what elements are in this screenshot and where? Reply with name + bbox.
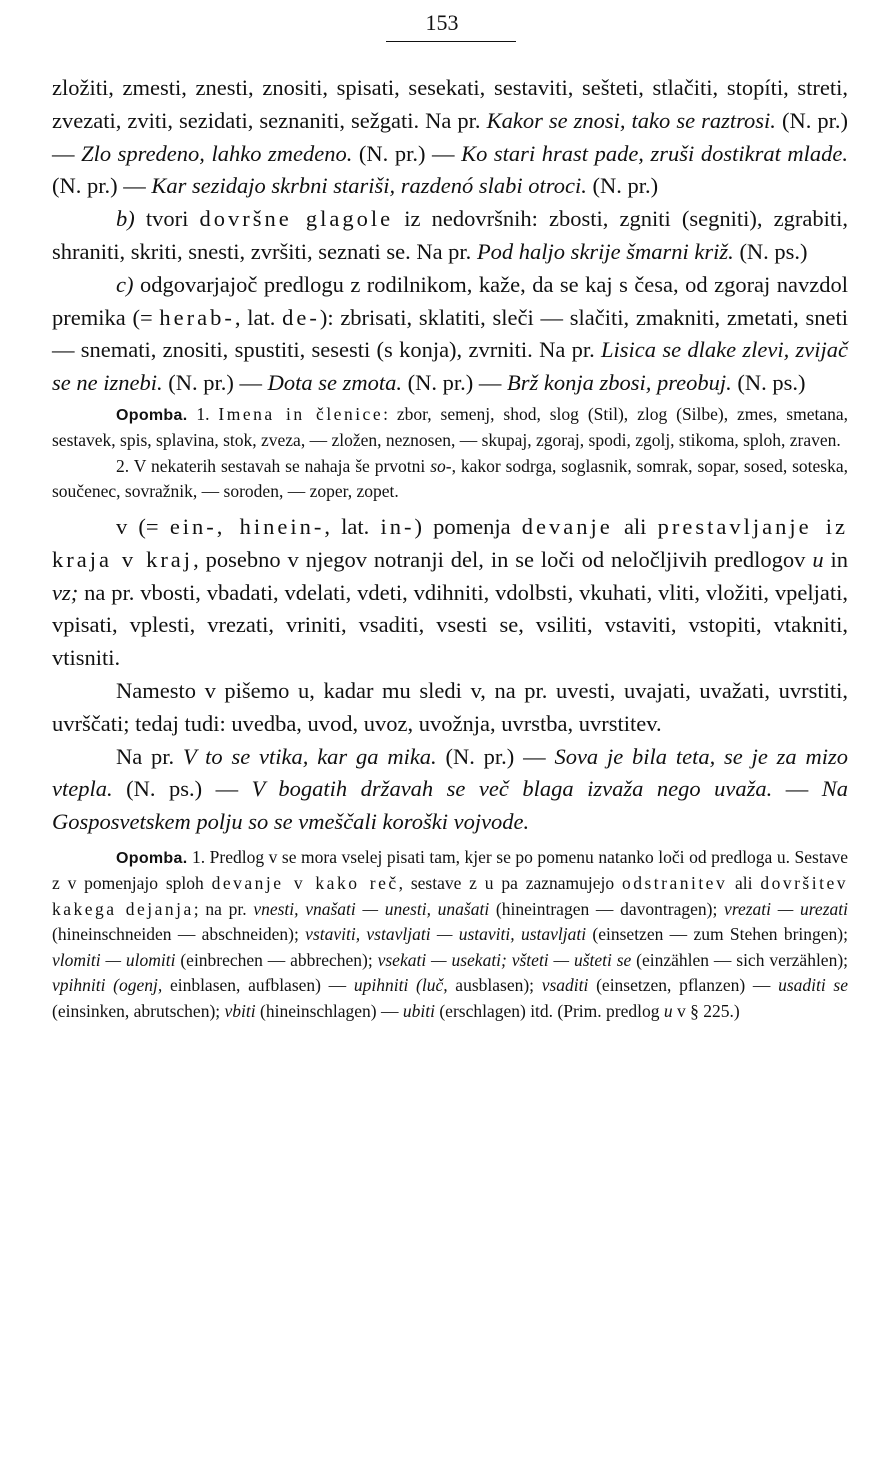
- text-run: (einzählen — sich verzählen);: [631, 949, 849, 970]
- example-sentence: Kar sezidajo skrbni stariši, razdenó slabi otroci.: [151, 173, 587, 199]
- italic-term: vstaviti, vstavljati — ustaviti, ustavljati: [305, 924, 587, 945]
- italic-term: upihniti (luč,: [353, 975, 448, 996]
- text-run: ): zbrisati, sklatiti, sleči — slačiti, zmakniti, zmetati, sneti — snemati, znositi, spustiti, sesesti (s konja), zvrniti. Na pr.: [52, 304, 849, 363]
- italic-term: vrezati — urezati: [724, 898, 848, 919]
- text-run: zložiti, zmesti, znesti, znositi, spisati, sesekati, sestaviti, sešteti, stlačiti, stopíti, streti, zvezati, zviti, sezidati, seznaniti, sežgati. Na pr.: [52, 75, 848, 133]
- text-run: (erschlagen) itd. (Prim. predlog: [434, 1000, 664, 1021]
- note-2: [52, 845, 848, 1025]
- paragraph-v-prefix: [52, 511, 848, 675]
- italic-term: vnesti, vnašati — unesti, unašati: [253, 898, 490, 919]
- text-run: (N. pr.) —: [436, 743, 555, 769]
- text-run: (N. pr.) —: [52, 107, 848, 166]
- spaced-term: dovršne glagole: [199, 206, 394, 232]
- text-run: Na pr.: [116, 743, 183, 769]
- example-sentence: Dota se zmota.: [267, 370, 402, 396]
- text-run: (einsetzen, pflanzen) —: [588, 975, 779, 996]
- text-run: , kakor sodrga, soglasnik, somrak, sopar, sosed, soteska, součenec, sovražnik, — soroden, — zoper, zopet.: [52, 455, 848, 502]
- text-run: 2. V nekaterih sestavah se nahaja še prvotni: [116, 455, 431, 476]
- text-run: ) pomenja: [414, 513, 522, 539]
- text-run: (N. pr.) —: [352, 140, 462, 166]
- paragraph-c: [52, 269, 848, 400]
- spaced-term: herab-: [159, 304, 235, 330]
- italic-term: vsaditi: [541, 975, 589, 996]
- italic-term: vbiti: [224, 1000, 256, 1021]
- text-run: ausblasen);: [447, 975, 542, 996]
- spaced-term: prestavljanje iz kraja v kraj: [52, 513, 848, 572]
- text-run: (einbrechen — abbrechen);: [175, 949, 378, 970]
- text-run: (hineinschlagen) —: [255, 1000, 403, 1021]
- text-run: (N. pr.) —: [52, 173, 152, 199]
- text-run: ali: [612, 513, 658, 539]
- spaced-term: devanje v kako reč: [211, 873, 399, 894]
- example-sentence: Kakor se znosi, tako se raztrosi.: [486, 107, 776, 133]
- note-label: Opomba.: [116, 849, 188, 867]
- text-run: 1. Predlog v se mora vselej pisati tam, kjer se po pomenu natanko loči od predloga u. Sestave z v pomenjajo sploh: [52, 846, 848, 894]
- page-number-rule: [386, 41, 516, 42]
- text-run: : zbor, semenj, shod, slog (Stil), zlog (Silbe), zmes, smetana, sestavek, spis, splavina, stok, zveza, — zložen, neznosen, — skupaj, zgoraj, spodi, zgolj, stikoma, sploh, zraven.: [52, 403, 848, 451]
- example-sentence: Na Gosposvetskem polju so se vmeščali koroški vojvode.: [52, 776, 848, 835]
- text-run: , lat.: [324, 513, 381, 539]
- text-run: , lat.: [234, 304, 283, 330]
- italic-term: so-: [430, 455, 452, 476]
- text-run: iz nedovršnih: zbosti, zgniti (segniti), zgrabiti, shraniti, skriti, snesti, zvršiti, seznati se. Na pr.: [52, 206, 849, 264]
- text-run: Namesto v pišemo u, kadar mu sledi v, na pr. uvesti, uvajati, uvažati, uvrstiti, uvrščati; tedaj tudi: uvedba, uvod, uvoz, uvožnja, uvrstba, uvrstitev.: [52, 677, 848, 736]
- note-1-part-2: [52, 454, 848, 505]
- italic-term: usaditi se: [778, 975, 848, 996]
- paragraph-namesto: [52, 675, 848, 741]
- text-run: (hineintragen — davontragen);: [489, 898, 725, 919]
- text-run: , posebno v njegov notranji del, in se loči od neločljivih predlogov: [193, 546, 813, 572]
- text-run: (N. ps.) —: [112, 776, 252, 802]
- paragraph-z-examples: [52, 72, 848, 203]
- example-sentence: Ko stari hrast pade, zruši dostikrat mlade.: [461, 140, 848, 166]
- spaced-term: dovršitev kakega dejanja: [52, 873, 848, 919]
- italic-term: u: [663, 1000, 673, 1021]
- section-letter: b): [116, 206, 135, 232]
- paragraph-v-examples: [52, 741, 848, 839]
- spaced-term: de-: [282, 304, 320, 330]
- example-sentence: Pod haljo skrije šmarni križ.: [476, 238, 734, 264]
- body-text: [52, 72, 848, 1024]
- text-run: (N. ps.): [731, 370, 806, 396]
- italic-term: vsekati — usekati; všteti — ušteti se: [377, 949, 632, 970]
- italic-term: ubiti: [402, 1000, 435, 1021]
- text-run: (N. ps.): [733, 238, 808, 264]
- text-run: na pr. vbosti, vbadati, vdelati, vdeti, vdihniti, vdolbsti, vkuhati, vliti, vložiti, vpeljati, vpisati, vplesti, vrezati, vriniti, vsaditi, vsesti se, vsiliti, vstaviti, vstopiti, vtakniti, vtisniti.: [52, 579, 848, 671]
- spaced-term: odstranitev: [621, 873, 728, 894]
- spaced-term: Imena in členice: [218, 403, 384, 424]
- spaced-term: in-: [380, 513, 415, 539]
- spaced-term: ein-, hinein-: [169, 513, 325, 539]
- note-label: Opomba.: [116, 406, 188, 424]
- text-run: , sestave z u pa zaznamujejo: [398, 873, 622, 894]
- text-run: v § 225.): [672, 1000, 740, 1021]
- text-run: einblasen, aufblasen) —: [162, 975, 354, 996]
- example-sentence: Sova je bila teta, se je za mizo vtepla.: [52, 743, 848, 802]
- text-run: in: [823, 546, 848, 572]
- italic-term: vz;: [52, 579, 79, 605]
- text-run: tvori: [134, 206, 200, 232]
- example-sentence: V to se vtika, kar ga mika.: [183, 743, 437, 769]
- text-run: (einsinken, abrutschen);: [52, 1000, 225, 1021]
- text-run: (=: [127, 513, 170, 539]
- example-sentence: Lisica se dlake zlevi, zvijač se ne iznebi.: [52, 337, 848, 396]
- example-sentence: Brž konja zbosi, preobuj.: [506, 370, 732, 396]
- example-sentence: Zlo spredeno, lahko zmedeno.: [81, 140, 353, 166]
- text-run: ; na pr.: [193, 898, 254, 919]
- text-run: (N. pr.) —: [162, 370, 268, 396]
- spaced-term: devanje: [521, 513, 613, 539]
- text-run: (N. pr.) —: [401, 370, 507, 396]
- section-letter: c): [116, 271, 134, 297]
- page-number: 153: [425, 10, 459, 35]
- italic-term: vpihniti (ogenj,: [52, 975, 163, 996]
- text-run: —: [772, 776, 822, 802]
- text-run: 1.: [187, 403, 219, 424]
- example-sentence: V bogatih državah se več blaga izvaža nego uvaža.: [251, 776, 773, 802]
- italic-term: u: [812, 546, 824, 572]
- note-1-part-1: [52, 402, 848, 454]
- text-run: odgovarjajoč predlogu z rodilnikom, kaže, da se kaj s česa, od zgoraj navzdol premika (=: [52, 271, 848, 330]
- italic-term: vlomiti — ulomiti: [52, 949, 176, 970]
- text-run: (einsetzen — zum Stehen bringen);: [586, 924, 848, 945]
- text-run: ali: [727, 873, 761, 894]
- text-run: v: [116, 513, 128, 539]
- paragraph-b: [52, 203, 848, 269]
- text-run: (hineinschneiden — abschneiden);: [52, 924, 306, 945]
- text-run: (N. pr.): [586, 173, 659, 199]
